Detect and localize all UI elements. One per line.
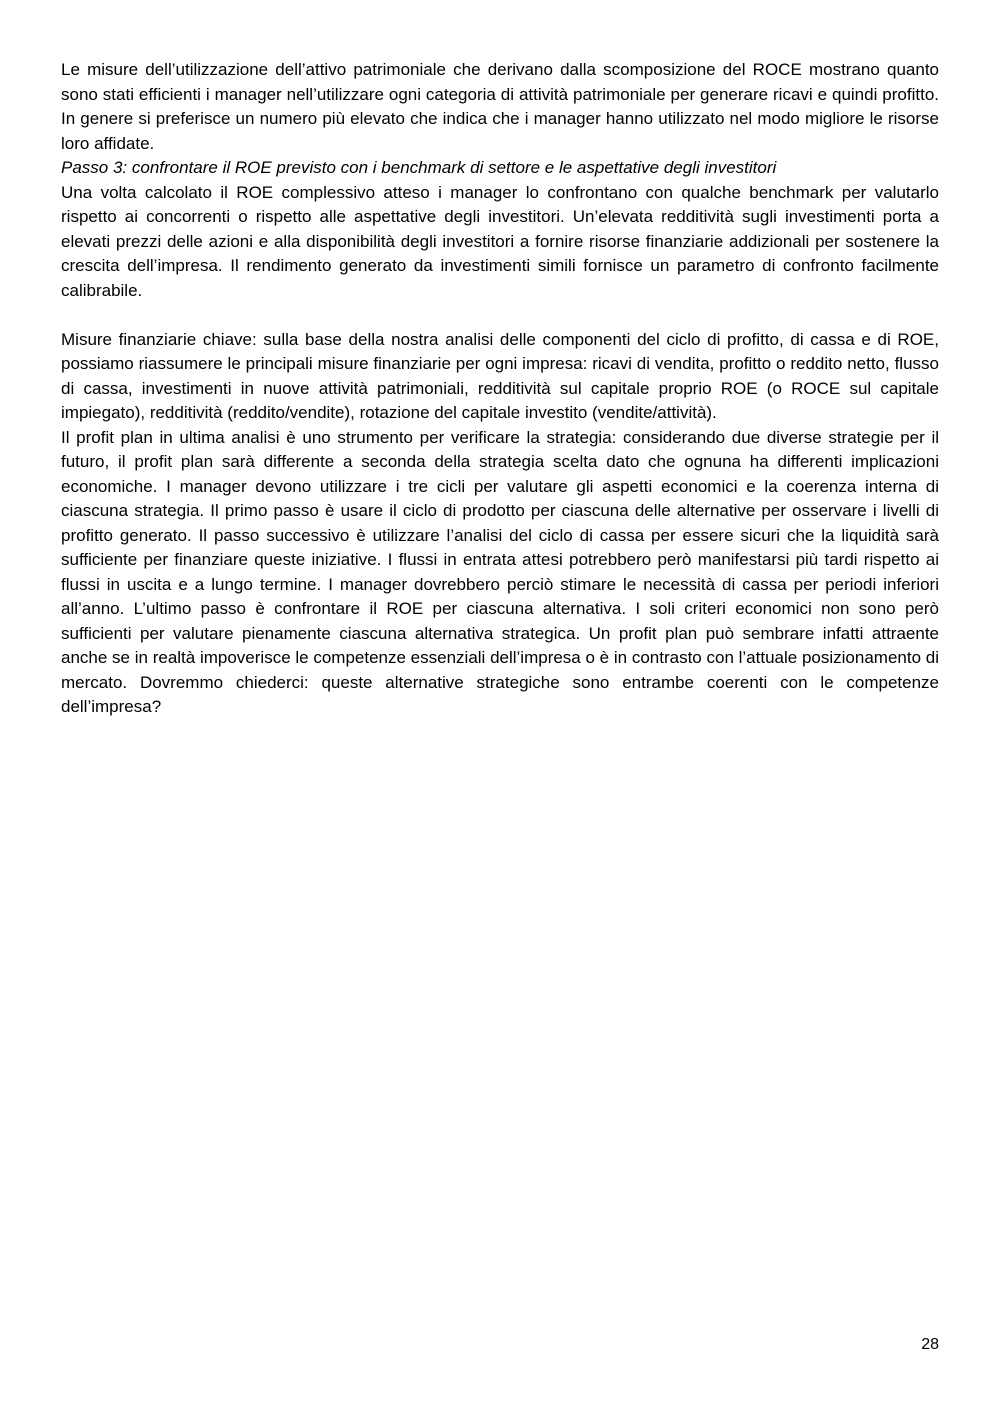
paragraph-spacer — [61, 303, 939, 328]
paragraph-profit-plan-strategy: Il profit plan in ultima analisi è uno strumento per verificare la strategia: considerando due diverse strategie per il futuro, il profit plan sarà differente a seconda della strategia scelta dato che ognuna ha differenti implicazioni economiche. I manager devono utilizzare i tre cicli per valutare gli aspetti economici e la coerenza interna di ciascuna strategia. Il primo passo è usare il ciclo di prodotto per ciascuna delle alternative per osservare i livelli di profitto generato. Il passo successivo è utilizzare l’analisi del ciclo di cassa per essere sicuri che la liquidità sarà sufficiente per finanziare queste iniziative. I flussi in entrata attesi potrebbero però manifestarsi più tardi rispetto ai flussi in uscita e a lungo termine. I manager dovrebbero perciò stimare le necessità di cassa per periodi inferiori all’anno. L’ultimo passo è confrontare il ROE per ciascuna alternativa. I soli criteri economici non sono però sufficienti per valutare pienamente ciascuna alternativa strategica. Un profit plan può sembrare infatti attraente anche se in realtà impoverisce le competenze essenziali dell’impresa o è in contrasto con l’attuale posizionamento di mercato. Dovremmo chiederci: queste alternative strategiche sono entrambe coerenti con le competenze dell’impresa? — [61, 427, 939, 716]
paragraph-key-financial-measures: Misure finanziarie chiave: sulla base della nostra analisi delle componenti del ciclo di profitto, di cassa e di ROE, possiamo riassumere le principali misure finanziarie per ogni impresa: ricavi di vendita, profitto o reddito netto, flusso di cassa, investimenti in nuove attività patrimoniali, redditività sul capitale proprio ROE (o ROCE sul capitale impiegato), redditività (reddito/vendite), rotazione del capitale investito (vendite/attività). — [61, 329, 939, 422]
paragraph-roe-benchmark: Una volta calcolato il ROE complessivo atteso i manager lo confrontano con qualche benchmark per valutarlo rispetto ai concorrenti o rispetto alle aspettative degli investitori. Un’elevata redditività sugli investimenti porta a elevati prezzi delle azioni e alla disponibilità degli investitori a fornire risorse finanziarie addizionali per sostenere la crescita dell’impresa. Il rendimento generato da investimenti simili fornisce un parametro di confronto facilmente calibrabile. — [61, 182, 939, 300]
step3-heading: Passo 3: confrontare il ROE previsto con i benchmark di settore e le aspettative degli investitori — [61, 158, 777, 177]
document-body — [61, 58, 939, 720]
paragraph-asset-utilization: Le misure dell’utilizzazione dell’attivo patrimoniale che derivano dalla scomposizione del ROCE mostrano quanto sono stati efficienti i manager nell’utilizzare ogni categoria di attività patrimoniale per generare ricavi e quindi profitto. In genere si preferisce un numero più elevato che indica che i manager hanno utilizzato nel modo migliore le risorse loro affidate. — [61, 60, 939, 153]
page-number: 28 — [921, 1336, 939, 1353]
